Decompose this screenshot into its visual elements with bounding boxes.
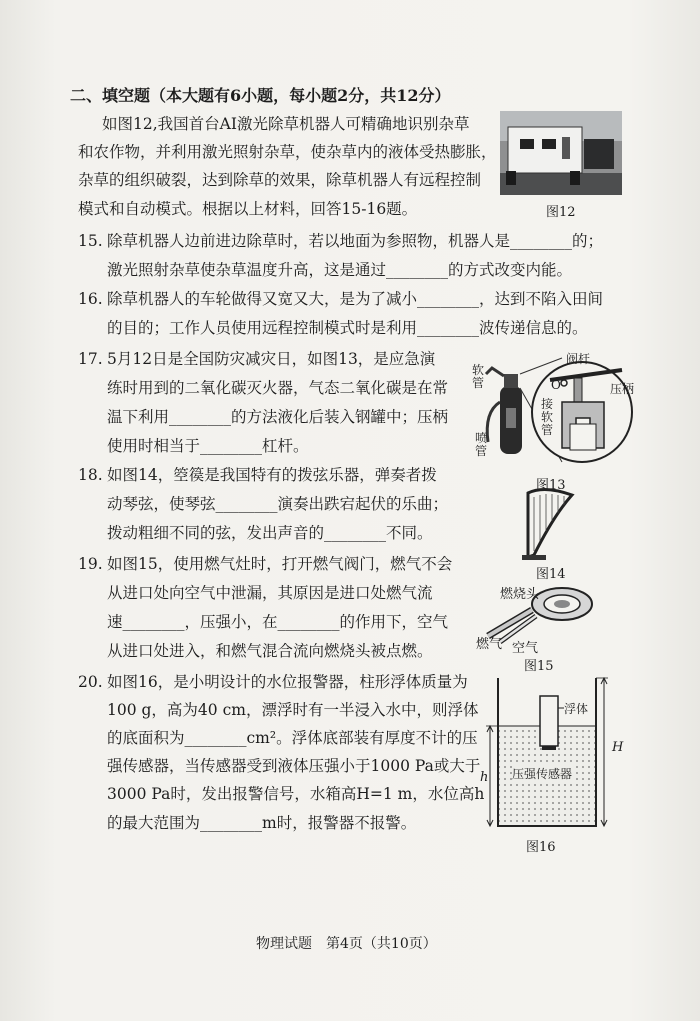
q20-line-2: 100 g，高为40 cm，漂浮时有一半浸入水中，则浮体 [107, 701, 479, 719]
intro-line-4: 模式和自动模式。根据以上材料，回答15-16题。 [78, 200, 418, 218]
q16-number: 16. [78, 290, 103, 308]
q19-line-3: 速________，压强小，在________的作用下，空气 [107, 613, 449, 631]
figure-13-label-connect-tube: 接软管 [541, 397, 554, 437]
q17-number: 17. [78, 350, 103, 368]
figure-14-konghou-harp [514, 485, 580, 563]
q19-number: 19. [78, 555, 103, 573]
q19-line-4: 从进口处进入，和燃气混合流向燃烧头被点燃。 [107, 642, 433, 660]
q20-line-1: 如图16，是小明设计的水位报警器，柱形浮体质量为 [107, 673, 468, 691]
q18-number: 18. [78, 466, 103, 484]
figure-13-label-soft-tube: 软管 [472, 363, 485, 390]
intro-line-2: 和农作物，并利用激光照射杂草，使杂草内的液体受热膨胀， [78, 143, 497, 161]
figure-16-water-tank [478, 668, 628, 834]
q15-line-2: 激光照射杂草使杂草温度升高，这是通过________的方式改变内能。 [107, 261, 573, 279]
q18-line-3: 拨动粗细不同的弦，发出声音的________不同。 [107, 524, 433, 542]
q17-line-4: 使用时相当于________杠杆。 [107, 437, 309, 455]
q19-line-1: 如图15，使用燃气灶时，打开燃气阀门，燃气不会 [107, 555, 453, 573]
q18-line-1: 如图14，箜篌是我国特有的拨弦乐器，弹奏者拨 [107, 466, 437, 484]
figure-13-label-valve-stem: 阀杆 [566, 352, 591, 366]
q15-line-1: 除草机器人边前进边除草时，若以地面为参照物，机器人是________的； [107, 232, 604, 250]
q15-number: 15. [78, 232, 103, 250]
q20-line-3: 的底面积为________cm²。浮体底部装有厚度不计的压 [107, 729, 478, 747]
q20-line-4: 强传感器，当传感器受到液体压强小于1000 Pa或大于 [107, 757, 481, 775]
figure-15-label-gas: 燃气 [476, 637, 503, 652]
q16-line-2: 的目的；工作人员使用远程控制模式时是利用________波传递信息的。 [107, 319, 588, 337]
q20-line-5: 3000 Pa时，发出报警信号，水箱高H=1 m，水位高h [107, 785, 485, 803]
q20-line-6: 的最大范围为________m时，报警器不报警。 [107, 814, 417, 832]
q18-line-2: 动琴弦，使琴弦________演奏出跌宕起伏的乐曲； [107, 495, 449, 513]
figure-16-label-float: 浮体 [564, 702, 589, 716]
page-footer: 物理试题 第4页（共10页） [256, 936, 437, 952]
figure-13-label-press-handle: 压柄 [610, 382, 635, 396]
q20-number: 20. [78, 673, 103, 691]
q17-line-2: 练时用到的二氧化碳灭火器，气态二氧化碳是在常 [107, 379, 449, 397]
figure-16-label-pressure-sensor: 压强传感器 [512, 767, 573, 781]
figure-16-caption: 图16 [526, 840, 556, 855]
q19-line-2: 从进口处向空气中泄漏，其原因是进口处燃气流 [107, 584, 433, 602]
section-title: 二、填空题（本大题有6小题，每小题2分，共12分） [70, 86, 451, 105]
figure-13-label-nozzle: 喷管 [475, 431, 488, 458]
figure-12-robot-photo [500, 111, 622, 195]
figure-15-label-burner-head: 燃烧头 [500, 587, 540, 602]
figure-13-caption: 图13 [536, 478, 566, 493]
q16-line-1: 除草机器人的车轮做得又宽又大，是为了减小________，达到不陷入田间 [107, 290, 604, 308]
intro-line-3: 杂草的组织破裂，达到除草的效果，除草机器人有远程控制 [78, 171, 482, 189]
figure-12-caption: 图12 [546, 205, 576, 220]
figure-16-label-h: h [480, 770, 489, 785]
q17-line-3: 温下利用________的方法液化后装入钢罐中；压柄 [107, 408, 449, 426]
figure-13-label-pivot-o: O [551, 378, 561, 392]
figure-15-label-air: 空气 [512, 641, 539, 656]
figure-14-caption: 图14 [536, 567, 566, 582]
figure-16-label-H: H [612, 740, 624, 755]
intro-line-1: 如图12,我国首台AI激光除草机器人可精确地识别杂草 [102, 115, 470, 133]
figure-15-caption: 图15 [524, 659, 554, 674]
q17-line-1: 5月12日是全国防灾减灾日，如图13，是应急演 [107, 350, 436, 368]
